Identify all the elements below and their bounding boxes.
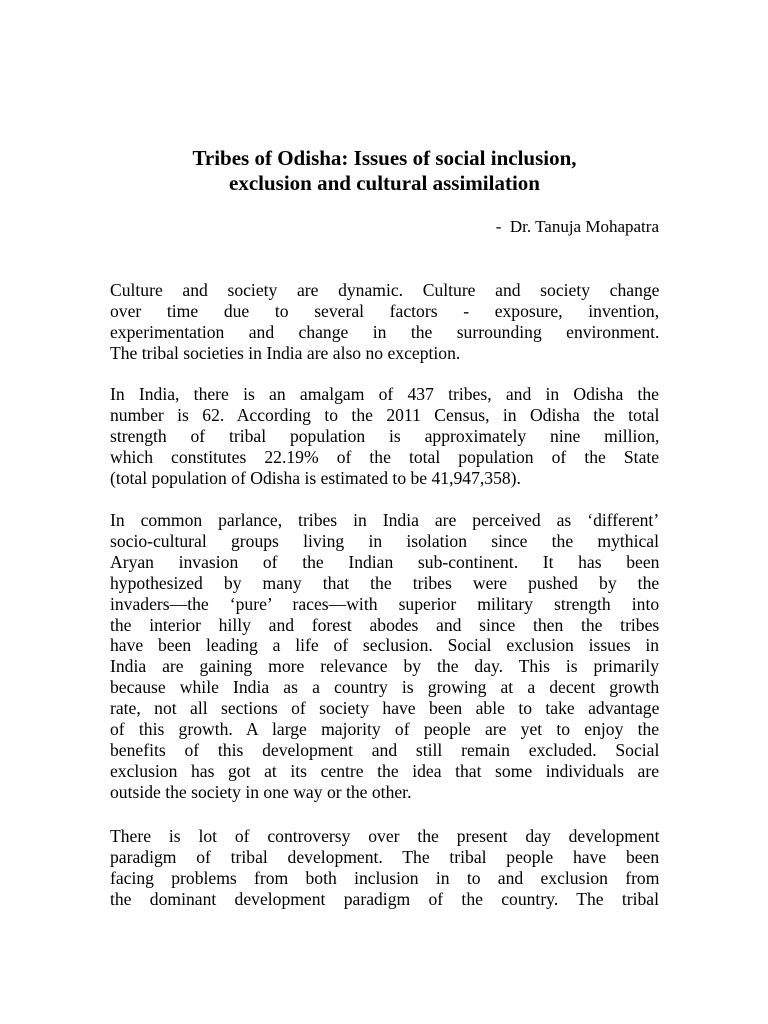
text-line: exclusion has got at its centre the idea that some individuals are — [110, 760, 660, 781]
text-line: the interior hilly and forest abodes and since then the tribes — [110, 614, 660, 635]
paragraph-4 — [110, 826, 659, 910]
text-line: number is 62. According to the 2011 Census, in Odisha the total — [110, 404, 660, 425]
text-line: have been leading a life of seclusion. Social exclusion issues in — [110, 635, 660, 656]
text-line: experimentation and change in the surrounding environment. — [110, 321, 660, 342]
text-line: hypothesized by many that the tribes were pushed by the — [110, 572, 660, 593]
text-line: strength of tribal population is approximately nine million, — [110, 425, 660, 446]
text-line: In India, there is an amalgam of 437 tribes, and in Odisha the — [110, 384, 659, 404]
text-line: India are gaining more relevance by the day. This is primarily — [110, 656, 659, 677]
text-line: rate, not all sections of society have been able to take advantage — [110, 698, 660, 719]
text-line: which constitutes 22.19% of the total population of the State — [110, 446, 660, 467]
document-page — [110, 0, 659, 1024]
text-line: The tribal societies in India are also no exception. — [110, 342, 461, 363]
title-line: exclusion and cultural assimilation — [229, 171, 540, 195]
title-line: Tribes of Odisha: Issues of social inclusion, — [192, 146, 577, 170]
text-line: the dominant development paradigm of the country. The tribal — [110, 888, 659, 909]
paragraph-1 — [110, 280, 659, 364]
text-line: outside the society in one way or the other. — [110, 781, 412, 802]
text-line: of this growth. A large majority of people are yet to enjoy the — [110, 719, 660, 740]
text-line: (total population of Odisha is estimated to be 41,947,358). — [110, 467, 521, 488]
paragraph-2 — [110, 384, 659, 489]
text-line: Aryan invasion of the Indian sub-continent. It has been — [110, 551, 660, 572]
text-line: In common parlance, tribes in India are perceived as ‘different’ — [110, 510, 660, 530]
text-line: over time due to several factors - exposure, invention, — [110, 300, 660, 321]
text-line: benefits of this development and still remain excluded. Social — [110, 739, 660, 760]
text-line: facing problems from both inclusion in to and exclusion from — [110, 867, 660, 888]
text-line: invaders—the ‘pure’ races—with superior military strength into — [110, 593, 660, 614]
text-line: There is lot of controversy over the present day development — [110, 826, 660, 846]
author-byline: - Dr. Tanuja Mohapatra — [495, 217, 659, 236]
text-line: paradigm of tribal development. The tribal people have been — [110, 846, 660, 867]
text-line: Culture and society are dynamic. Culture and society change — [110, 280, 660, 300]
text-line: socio-cultural groups living in isolation since the mythical — [110, 530, 659, 551]
text-line: because while India as a country is growing at a decent growth — [110, 677, 660, 698]
paragraph-3 — [110, 510, 659, 803]
document-title — [110, 146, 659, 196]
